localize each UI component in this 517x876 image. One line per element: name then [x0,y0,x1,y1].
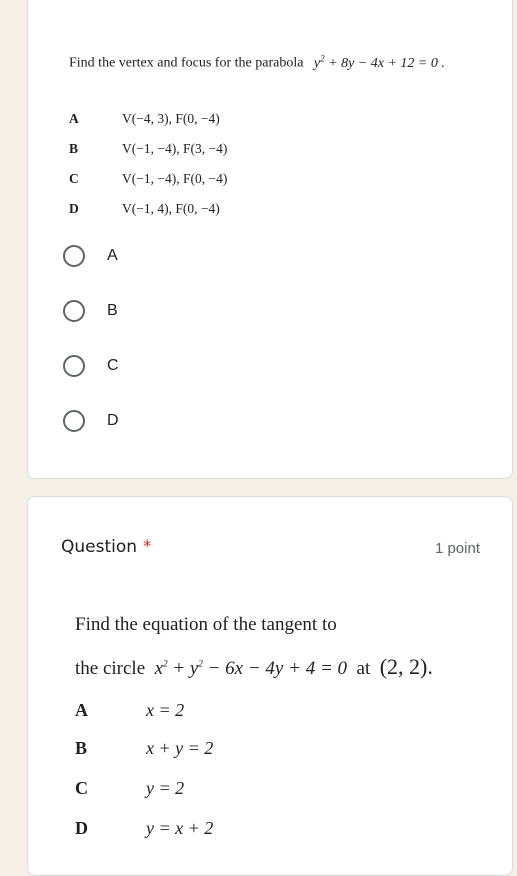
option-value: y = x + 2 [146,818,214,838]
option-letter: D [75,818,88,838]
question-1-equation [307,53,445,71]
line-2-prefix: the circle [75,658,146,679]
question-2-line-2 [75,654,433,680]
option-letter: B [75,738,88,758]
question-2-title [61,537,152,557]
option-value: x + y = 2 [146,738,214,758]
option-value: y = 2 [146,778,185,798]
radio-label: C [107,357,119,374]
question-2-points: 1 point [434,540,480,557]
eq-y-exponent: 2 [198,658,203,669]
radio-button-circle[interactable] [63,410,85,432]
radio-label: B [107,302,118,319]
option-value: V(−1, −4), F(0, −4) [122,171,228,186]
option-letter: C [75,778,88,798]
at-word: at [356,658,371,679]
option-value: x = 2 [146,700,185,720]
option-letter: D [69,201,79,216]
radio-button-circle[interactable] [63,300,85,322]
question-1-text [69,53,445,72]
eq-x-exponent: 2 [163,658,168,669]
eq-rest: − 6x − 4y + 4 = 0 [202,658,348,679]
question-card-1 [27,0,513,479]
tangent-point: (2, 2). [379,654,433,679]
question-2-line-1: Find the equation of the tangent to [75,614,337,635]
question-title-text: Question [61,537,138,557]
equation-exponent: 2 [320,53,325,63]
radio-label: A [107,247,118,264]
option-letter: C [69,171,79,186]
radio-choice-d[interactable] [63,406,119,436]
eq-x: x [154,658,164,679]
equation-y: y [313,55,321,71]
radio-button-circle[interactable] [63,245,85,267]
equation-rest: + 8y − 4x + 12 = 0 . [324,55,445,71]
option-letter: A [75,700,88,720]
option-value: V(−4, 3), F(0, −4) [122,111,220,126]
option-letter: A [69,111,79,126]
option-value: V(−1, 4), F(0, −4) [122,201,220,216]
question-1-prompt: Find the vertex and focus for the parabola [69,55,304,71]
circle-equation [150,658,347,679]
question-card-2 [27,496,513,876]
radio-choice-c[interactable] [63,351,119,381]
radio-button-circle[interactable] [63,355,85,377]
required-marker: * [143,537,152,557]
eq-plus-y: + y [167,658,199,679]
option-letter: B [69,141,79,156]
radio-choice-b[interactable] [63,296,118,326]
option-value: V(−1, −4), F(3, −4) [122,141,228,156]
radio-label: D [107,412,119,429]
radio-choice-a[interactable] [63,241,118,271]
